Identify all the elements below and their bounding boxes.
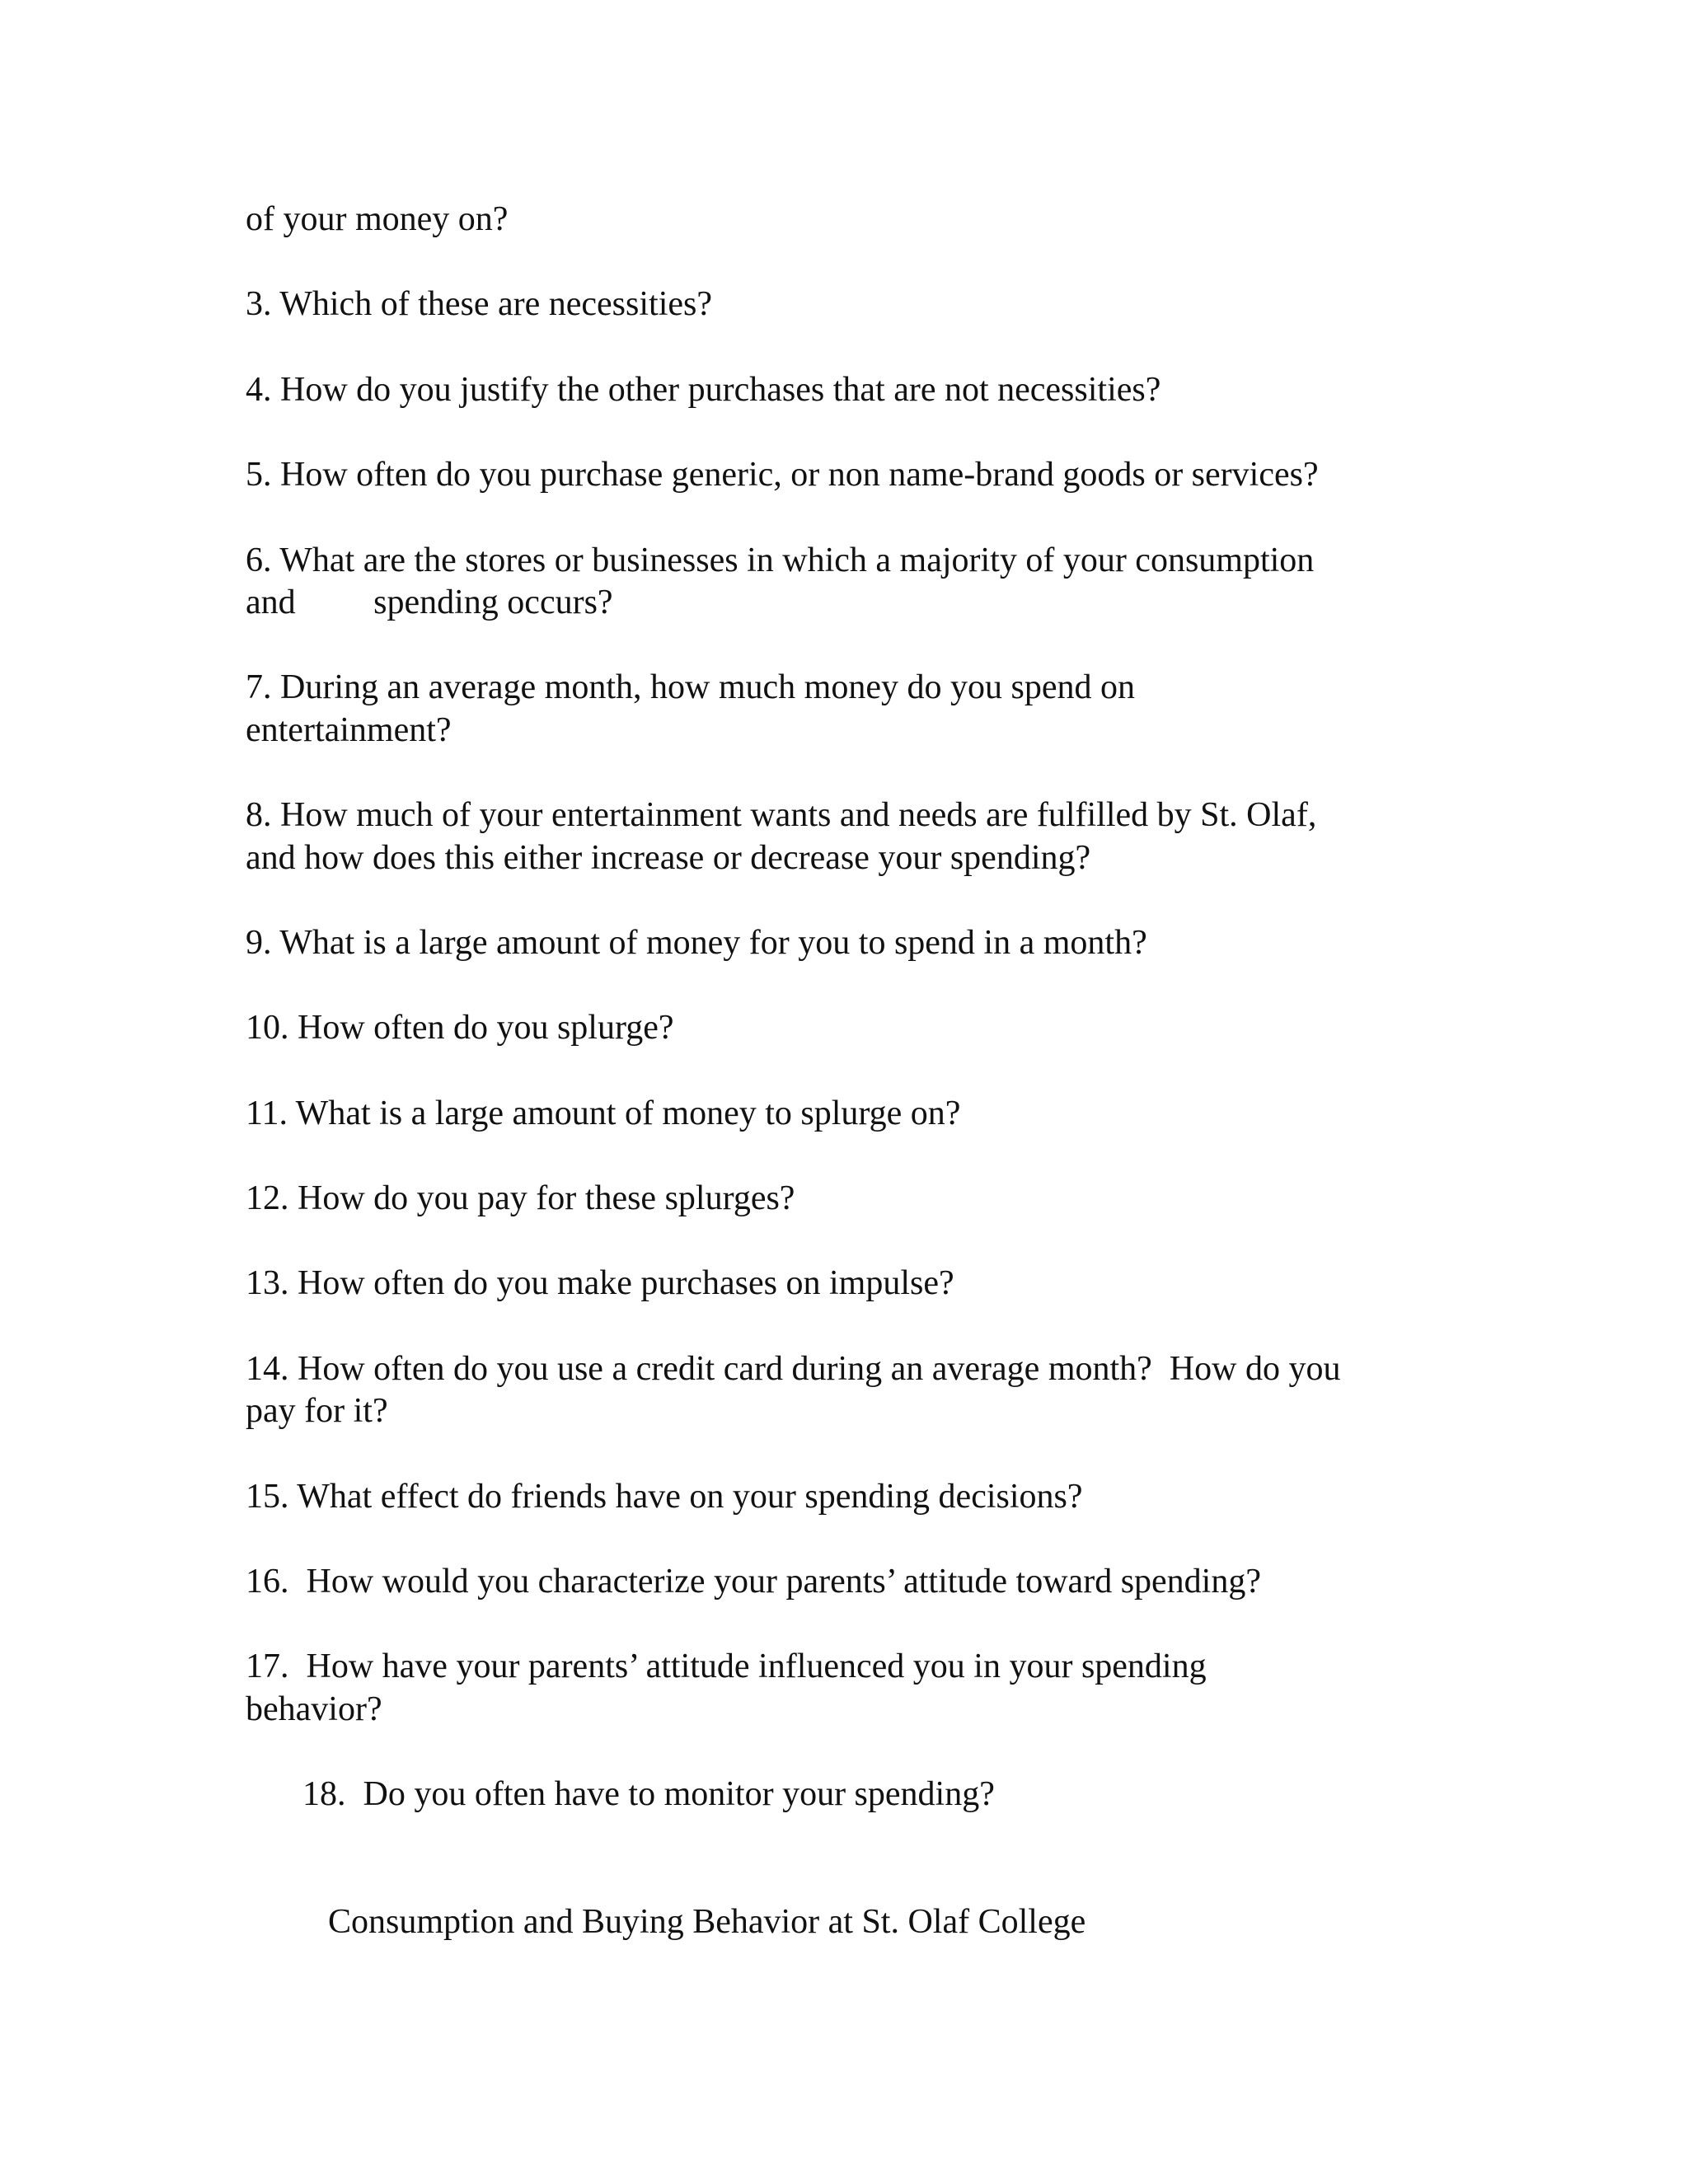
question-6-line-1: 6. What are the stores or businesses in which a majority of your consumption <box>246 541 1315 579</box>
question-16: 16. How would you characterize your parents’ attitude toward spending? <box>246 1563 1261 1601</box>
question-4: 4. How do you justify the other purchases that are not necessities? <box>246 371 1161 409</box>
question-12: 12. How do you pay for these splurges? <box>246 1179 795 1217</box>
question-7-line-2: entertainment? <box>246 711 452 749</box>
question-9: 9. What is a large amount of money for you to spend in a month? <box>246 924 1147 962</box>
question-11: 11. What is a large amount of money to splurge on? <box>246 1094 961 1132</box>
question-7-line-1: 7. During an average month, how much money do you spend on <box>246 668 1135 706</box>
question-14-line-2: pay for it? <box>246 1392 388 1430</box>
question-5: 5. How often do you purchase generic, or non name-brand goods or services? <box>246 456 1319 494</box>
question-14-line-1: 14. How often do you use a credit card during an average month? How do you <box>246 1350 1341 1388</box>
question-18: 18. Do you often have to monitor your spending? <box>302 1775 995 1813</box>
question-3: 3. Which of these are necessities? <box>246 285 712 323</box>
document-heading: Consumption and Buying Behavior at St. Olaf College <box>328 1903 1086 1941</box>
question-13: 13. How often do you make purchases on impulse? <box>246 1264 954 1302</box>
question-8-line-2: and how does this either increase or decrease your spending? <box>246 839 1091 877</box>
question-10: 10. How often do you splurge? <box>246 1009 674 1047</box>
question-15: 15. What effect do friends have on your spending decisions? <box>246 1478 1083 1516</box>
question-17-line-2: behavior? <box>246 1690 382 1728</box>
question-6-line-2: and spending occurs? <box>246 583 613 621</box>
question-2-continuation: of your money on? <box>246 200 509 238</box>
question-8-line-1: 8. How much of your entertainment wants and needs are fulfilled by St. Olaf, <box>246 796 1317 834</box>
question-17-line-1: 17. How have your parents’ attitude influenced you in your spending <box>246 1647 1207 1685</box>
